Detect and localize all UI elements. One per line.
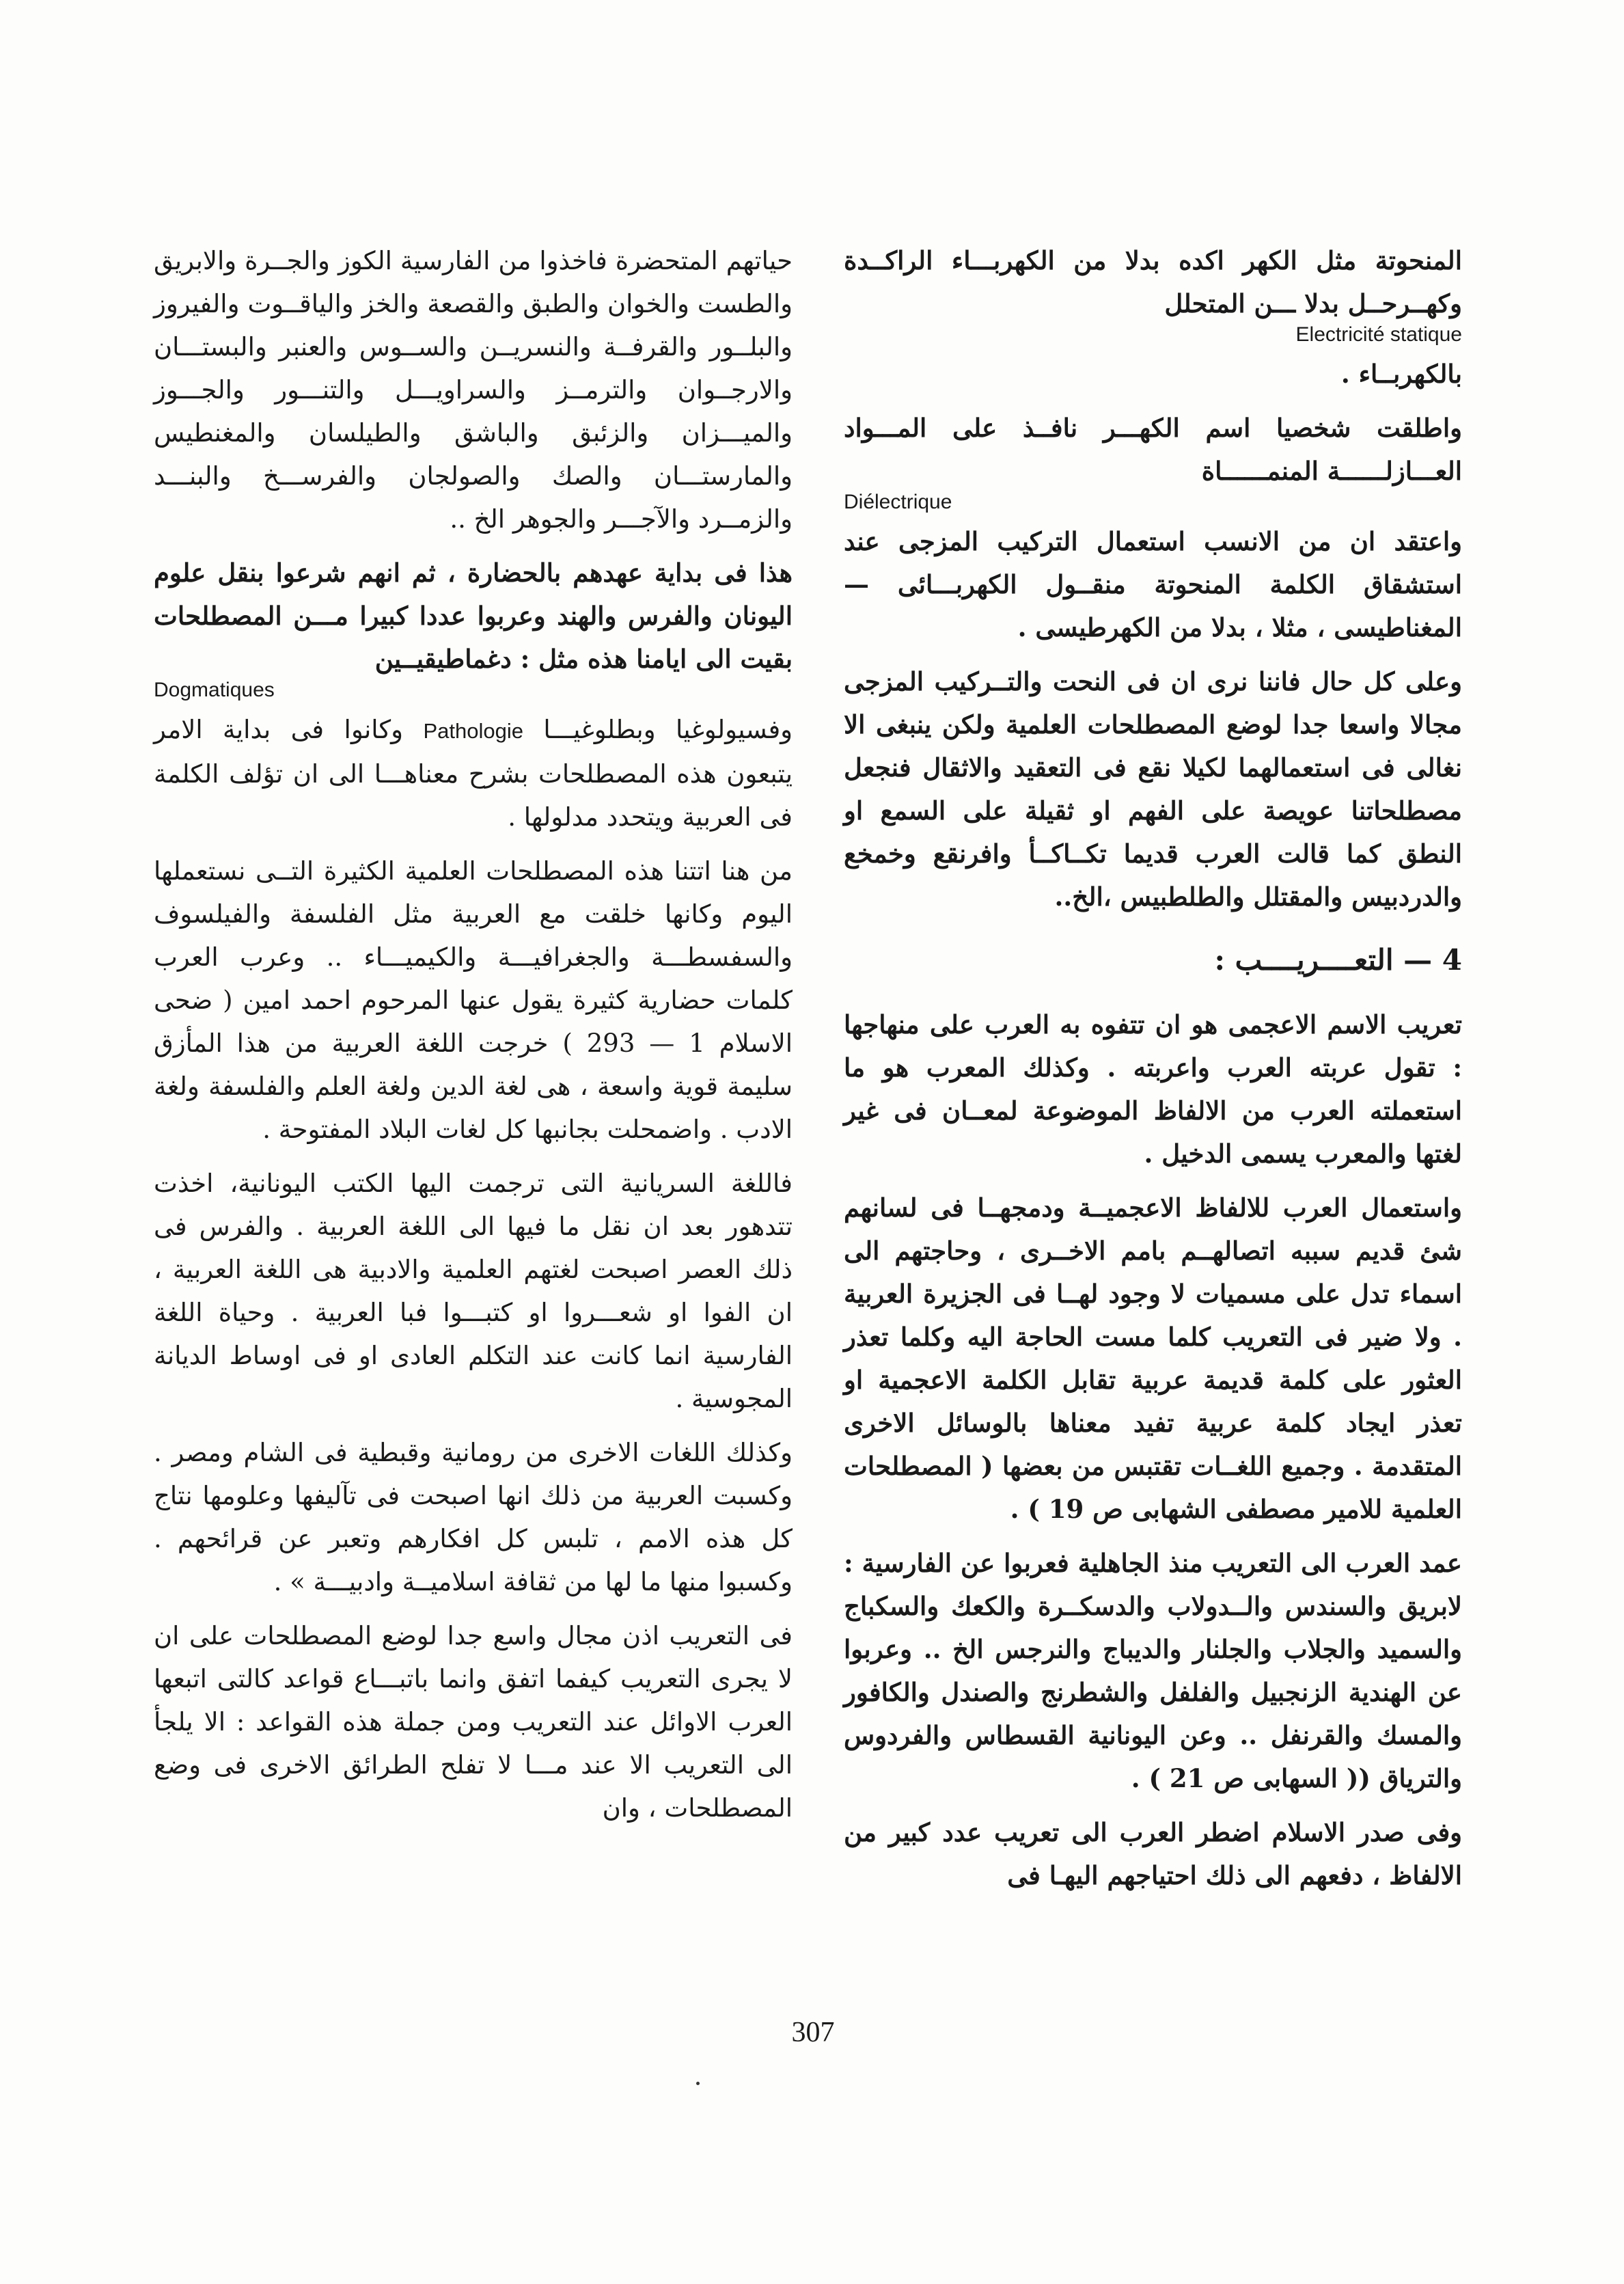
paragraph: وكذلك اللغات الاخرى من رومانية وقبطية فى الشام ومصر . وكسبت العربية من ذلك انها اصبحت فى تآليفها وعلومها نتاج كل هذه الامم ، تلبس كل افكارهم وتعبر عن قرائحهم . وكسبوا منها ما لها من ثقافة اسلاميــة وادبيـــة » . (154, 1438, 793, 1596)
paragraph: تعريب الاسم الاعجمى هو ان تتفوه به العرب على منهاجها : تقول عربته العرب واعربته . وكذلك المعرب هو ما استعملته العرب من الالفاظ الموضوعة لمعــان فى غير لغتها والمعرب يسمى الدخيل . (844, 1009, 1462, 1169)
paragraph (154, 708, 793, 839)
latin-term: Pathologie (423, 719, 523, 743)
left-text-column (154, 239, 793, 1840)
paragraph: واطلقت شخصيا اسم الكهـــر نافــذ على المـــواد العـــازلــــــة المنمــــــاة (844, 413, 1462, 486)
latin-term: Electricité statique (1295, 323, 1462, 346)
paragraph: وعلى كل حال فاننا نرى ان فى النحت والتــركيب المزجى مجالا واسعا جدا لوضع المصطلحات العلمية ولكن ينبغى الا نغالى فى استعمالهما لكيلا نقع فى التعقيد والاثقال فنجعل مصطلحاتنا عويصة على الفهم او ثقيلة على السمع او النطق كما قالت العرب قديما تكــاكــأ وافرنقع وخمخع والدردبيس والمقتلل والطلطبيس ،الخ.. (844, 666, 1462, 912)
paragraph-start: وفسيولوغيا وبطلوغيـــا (543, 715, 793, 744)
paragraph: هذا فى بداية عهدهم بالحضارة ، ثم انهم شرعوا بنقل علوم اليونان والفرس والهند وعربوا عددا كبيرا مـــن المصطلحات بقيت الى ايامنا هذه مثل : دغماطيقيــين (154, 558, 793, 674)
paragraph: من هنا اتتنا هذه المصطلحات العلمية الكثيرة التــى نستعملها اليوم وكانها خلقت مع العربية مثل الفلسفة والفيلسوف والسفسطـــة والجغرافيـــة والكيميـــاء .. وعرب العرب كلمات حضارية كثيرة يقول عنها المرحوم احمد امين ( ضحى الاسلام 1 — 293 ) خرجت اللغة العربية من هذا المأزق سليمة قوية واسعة ، هى لغة الدين ولغة العلم والفلسفة ولغة الادب . واضمحلت بجانبها كل لغات البلاد المفتوحة . (154, 856, 793, 1144)
paragraph: المنحوتة مثل الكهر اكده بدلا من الكهربـــاء الراكــدة وكهــرحــل بدلا ـــن المتحلل (844, 245, 1462, 318)
paragraph: واستعمال العرب للالفاظ الاعجميــة ودمجهــا فى لسانهم شئ قديم سببه اتصالهــم بامم الاخــرى ، وحاجتهم الى اسماء تدل على مسميات لا وجود لهــا فى الجزيرة العربية . ولا ضير فى التعريب كلما مست الحاجة اليه وكلما تعذر العثور على كلمة قديمة عربية تقابل الكلمة الاعجمية او تعذر ايجاد كلمة عربية تفيد معناها بالوسائل الاخرى المتقدمة . وجميع اللغــات تقتبس من بعضها ( المصطلحات العلمية للامير مصطفى الشهابى ص 19 ) . (844, 1193, 1462, 1524)
paragraph: عمد العرب الى التعريب منذ الجاهلية فعربوا عن الفارسية : لابريق والسندس والــدولاب والدسكــرة والكعك والسكباج والسميد والجلاب والجلنار والديباج والنرجس الخ .. وعربوا عن الهندية الزنجبيل والفلفل والشطرنج والصندل والكافور والمسك والقرنفل .. وعن اليونانية القسطاس والفردوس والترياق (( السهابى ص 21 ) . (844, 1548, 1462, 1793)
scan-speck (696, 2082, 700, 2085)
section-heading: 4 — التعــــريــــب : (1214, 943, 1462, 977)
paragraph: فى التعريب اذن مجال واسع جدا لوضع المصطلحات على ان لا يجرى التعريب كيفما اتفق وانما باتبـــاع قواعد كالتى اتبعها العرب الاوائل عند التعريب ومن جملة هذه القواعد : الا يلجأ الى التعريب الا عند مـــا لا تفلح الطرائق الاخرى فى وضع المصطلحات ، وان (154, 1621, 793, 1823)
paragraph-rest: وكانوا فى بداية الامر يتبعون هذه المصطلحات بشرح معناهـــا الى ان تؤلف الكلمة فى العربية ويتحدد مدلولها . (154, 715, 793, 832)
page-number: 307 (791, 2017, 835, 2048)
paragraph: بالكهربــاء . (1340, 359, 1462, 389)
paragraph: فاللغة السريانية التى ترجمت اليها الكتب اليونانية، اخذت تتدهور بعد ان نقل ما فيها الى اللغة العربية . والفرس فى ذلك العصر اصبحت لغتهم العلمية والادبية هى اللغة العربية ، ان الفوا او شعـــروا او كتبـــوا فبا العربية . وحياة اللغة الفارسية انما كانت عند التكلم العادى او فى اوساط الديانة المجوسية . (154, 1169, 793, 1413)
latin-term: Dogmatiques (154, 679, 275, 701)
paragraph: واعتقد ان من الانسب استعمال التركيب المزجى عند استشقاق الكلمة المنحوتة منقــول الكهربـــائى — المغناطيسى ، مثلا ، بدلا من الكهرطيسى . (844, 526, 1462, 642)
latin-term: Diélectrique (844, 491, 952, 513)
right-text-column (844, 239, 1462, 1908)
paragraph: وفى صدر الاسلام اضطر العرب الى تعريب عدد كبير من الالفاظ ، دفعهم الى ذلك احتياجهم اليهـا فى (844, 1817, 1462, 1890)
paragraph: حياتهم المتحضرة فاخذوا من الفارسية الكوز والجــرة والابريق والطست والخوان والطبق والقصعة والخز والياقــوت والفيروز والبلــور والقرفــة والنسريــن والســوس والعنبر والبستـــان والارجــوان والترمــز والسراويـــل والتنـــور والجـــوز والميـــزان والزئبق والباشق والطيلسان والمغنطيس والمارستـــان والصك والصولجان والفرســـخ والبنـــد والزمــرد والآجـــر والجوهر الخ .. (154, 246, 793, 534)
